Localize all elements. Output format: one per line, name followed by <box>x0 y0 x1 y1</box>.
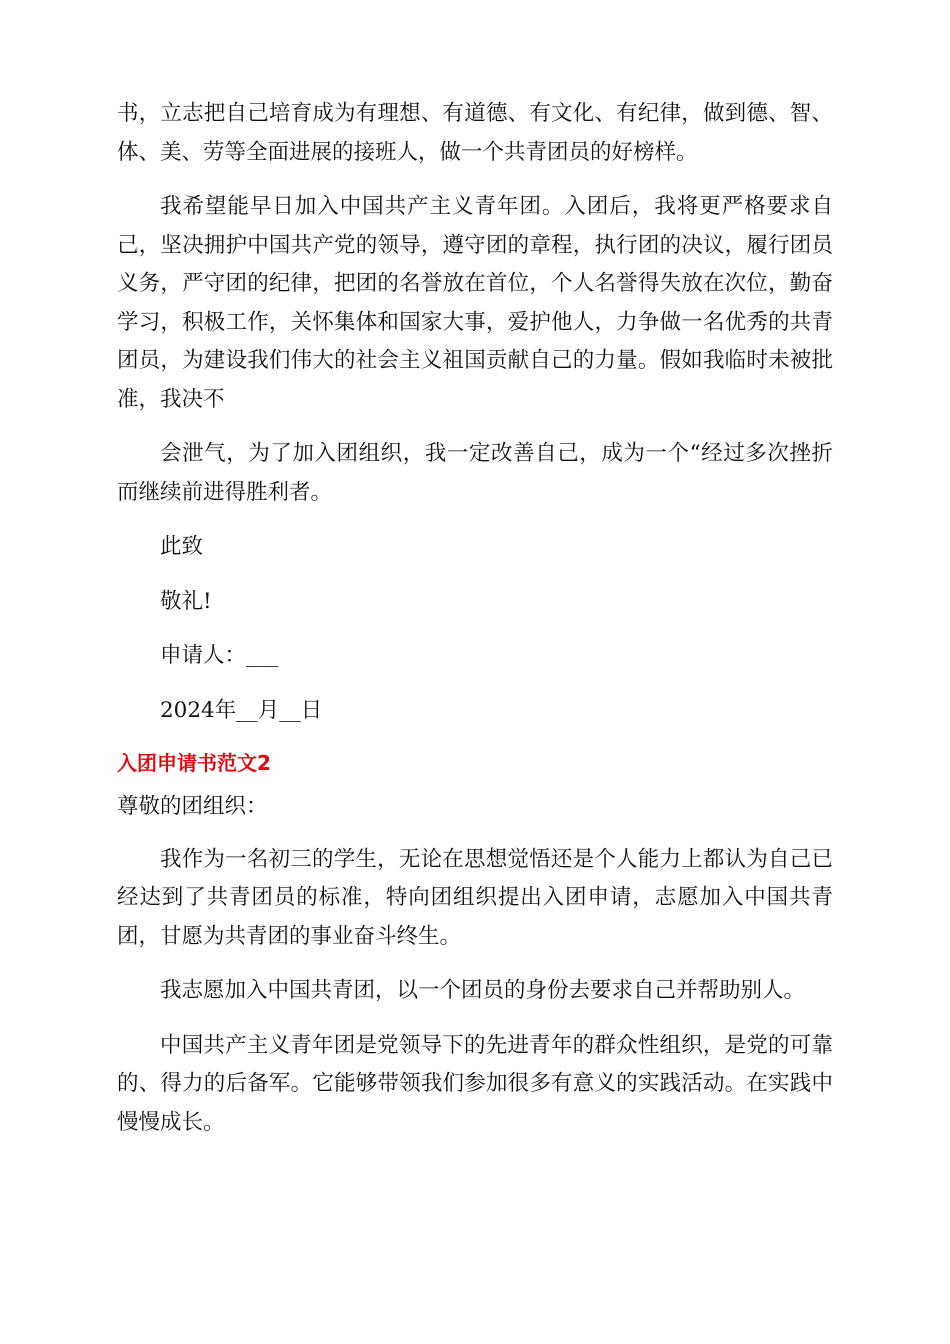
date-line: 2024年__月__日 <box>160 697 323 723</box>
section-heading: 入团申请书范文2 <box>117 751 271 775</box>
paragraph-volunteer: 我志愿加入中国共青团，以一个团员的身份去要求自己并帮助别人。 <box>160 978 806 1003</box>
paragraph-join-hope: 我希望能早日加入中国共产主义青年团。入团后，我将更严格要求自己，坚决拥护中国共产党的领导，遵守团的章程，执行团的决议，履行团员义务，严守团的纪律，把团的名誉放在首位，个人名誉得失放在次位，勤奋学习，积极工作，关怀集体和国家大事，爱护他人，力争做一名优秀的共青团员，为建设我们伟大的社会主义祖国贡献自己的力量。假如我临时未被批准，我决不 <box>117 194 833 412</box>
paragraph-continuation: 书，立志把自己培育成为有理想、有道德、有文化、有纪律，做到德、智、体、美、劳等全面进展的接班人，做一个共青团员的好榜样。 <box>117 101 833 165</box>
closing-jingli: 敬礼! <box>160 588 212 614</box>
applicant-line: 申请人：___ <box>160 643 279 668</box>
paragraph-student-intro: 我作为一名初三的学生，无论在思想觉悟还是个人能力上都认为自己已经达到了共青团员的标准，特向团组织提出入团申请，志愿加入中国共青团，甘愿为共青团的事业奋斗终生。 <box>117 846 833 949</box>
paragraph-not-discouraged: 会泄气，为了加入团组织，我一定改善自己，成为一个“经过多次挫折而继续前进得胜利者。 <box>117 441 833 505</box>
salutation: 尊敬的团组织： <box>117 794 268 819</box>
document-page <box>117 95 833 1142</box>
paragraph-youth-league: 中国共产主义青年团是党领导下的先进青年的群众性组织，是党的可靠的、得力的后备军。它能够带领我们参加很多有意义的实践活动。在实践中慢慢成长。 <box>117 1032 833 1135</box>
closing-cizhi: 此致 <box>160 534 204 559</box>
